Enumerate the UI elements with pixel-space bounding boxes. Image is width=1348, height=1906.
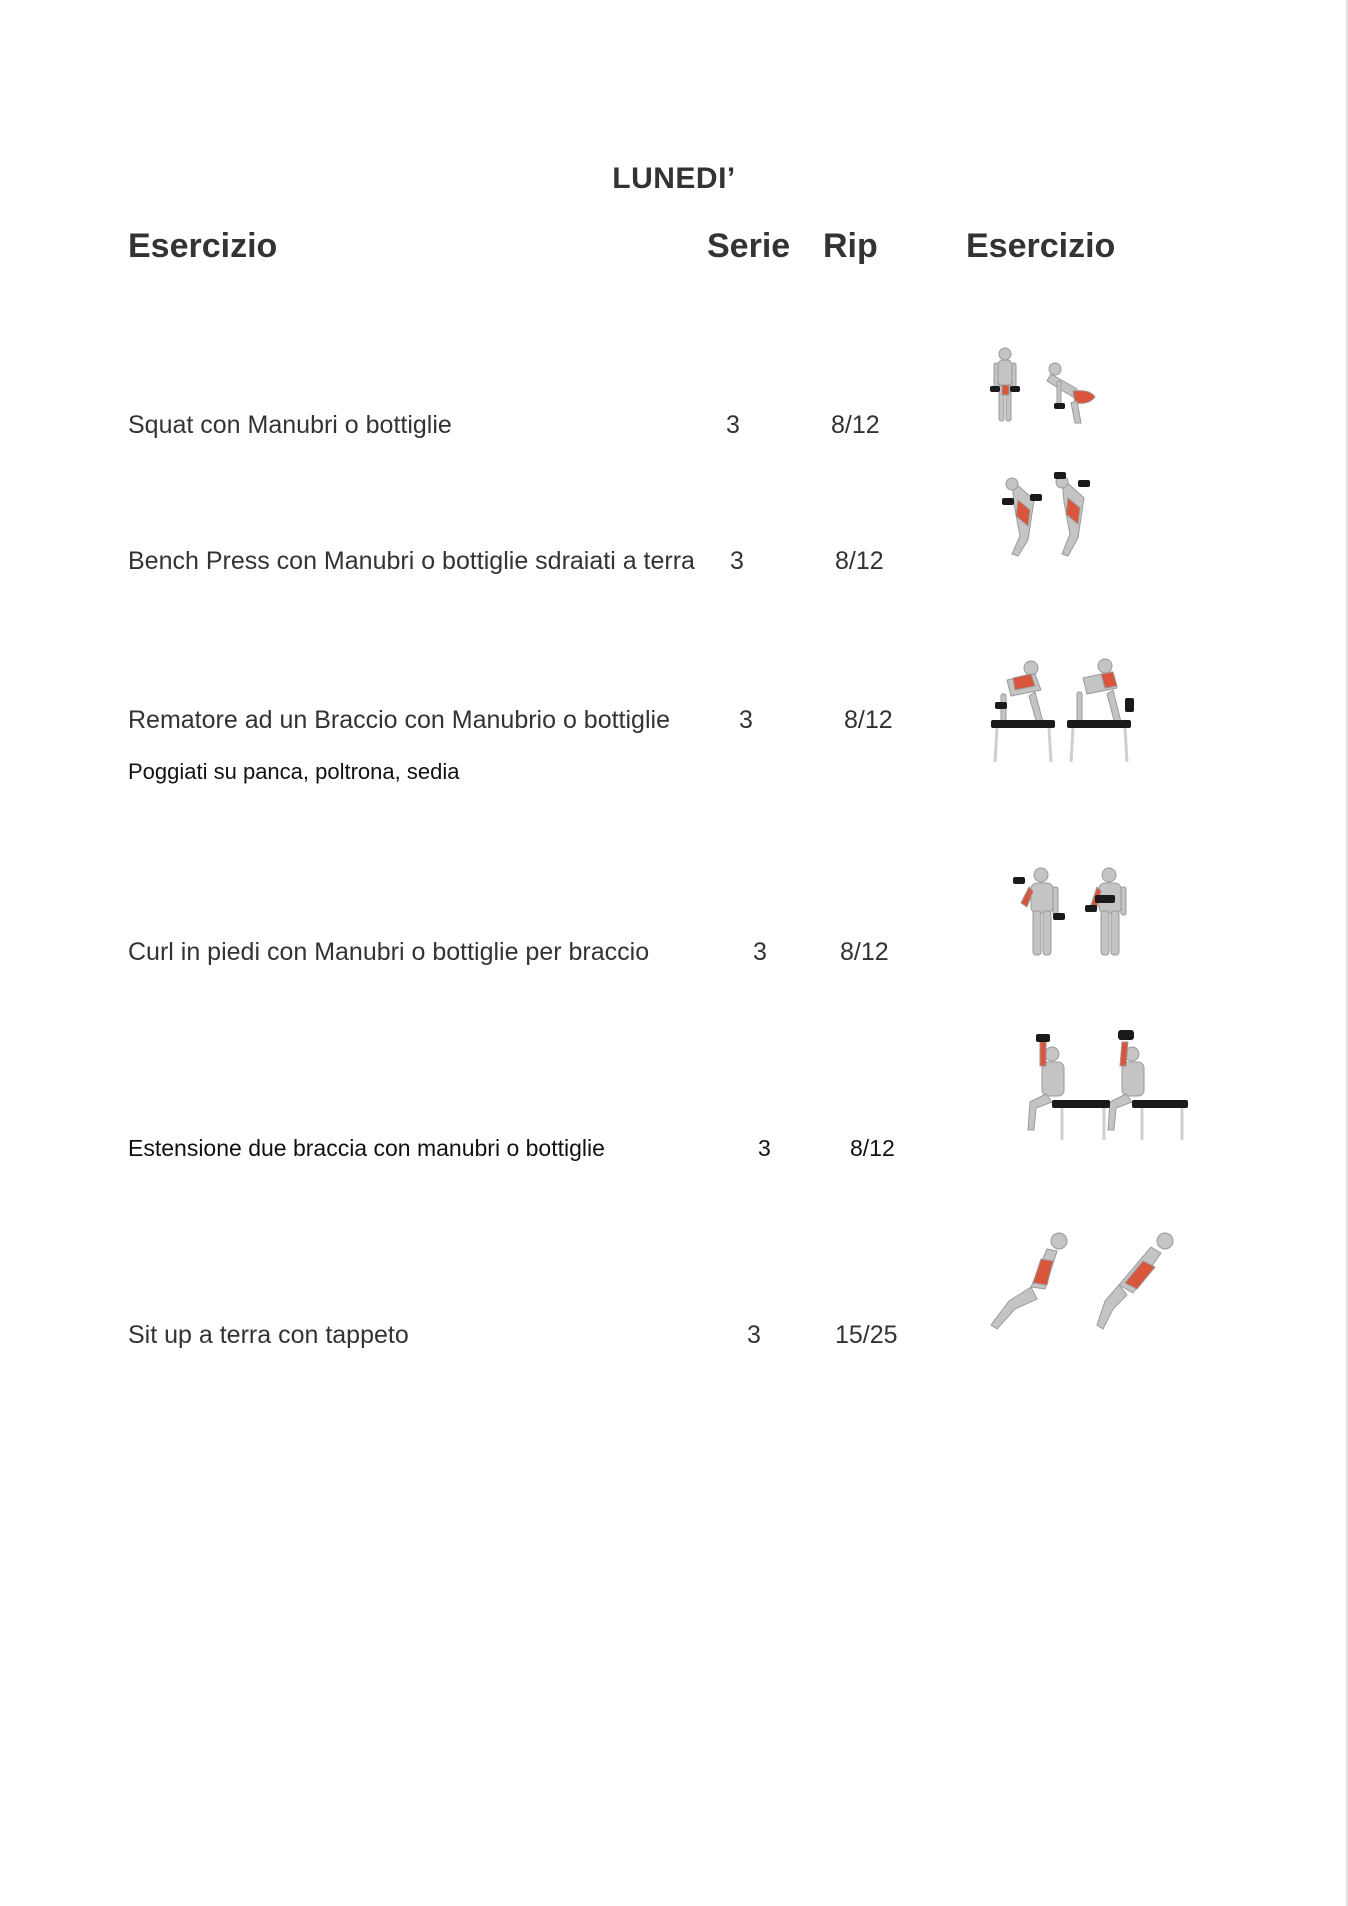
exercise-name-one-arm-row: Rematore ad un Braccio con Manubrio o bottiglie <box>128 706 670 734</box>
header-sets: Serie <box>707 227 791 265</box>
squat-illustration <box>985 345 1105 431</box>
triceps-extension-illustration <box>1022 1030 1192 1150</box>
reps-squat: 8/12 <box>831 411 880 439</box>
header-reps: Rip <box>823 227 878 265</box>
exercise-note-one-arm-row: Poggiati su panca, poltrona, sedia <box>128 759 460 784</box>
exercise-name-standing-curl: Curl in piedi con Manubri o bottiglie per braccio <box>128 938 650 966</box>
sets-sit-up: 3 <box>747 1321 761 1349</box>
reps-bench-press: 8/12 <box>835 547 884 575</box>
exercise-name-triceps-extension: Estensione due braccia con manubri o bottiglie <box>128 1135 605 1161</box>
sets-triceps-extension: 3 <box>758 1135 771 1161</box>
bench-press-illustration <box>1000 470 1105 562</box>
header-exercise: Esercizio <box>128 227 278 265</box>
reps-standing-curl: 8/12 <box>840 938 889 966</box>
exercise-name-squat: Squat con Manubri o bottiglie <box>128 411 452 439</box>
header-image: Esercizio <box>966 227 1116 265</box>
reps-one-arm-row: 8/12 <box>844 706 893 734</box>
sets-standing-curl: 3 <box>753 938 767 966</box>
exercise-name-bench-press: Bench Press con Manubri o bottiglie sdraiati a terra <box>128 547 695 575</box>
sets-squat: 3 <box>726 411 740 439</box>
reps-sit-up: 15/25 <box>835 1321 898 1349</box>
standing-curl-illustration <box>1005 865 1145 961</box>
one-arm-row-illustration <box>985 650 1145 768</box>
sets-bench-press: 3 <box>730 547 744 575</box>
page-title: LUNEDI’ <box>612 162 736 195</box>
sit-up-illustration <box>985 1225 1190 1335</box>
reps-triceps-extension: 8/12 <box>850 1135 895 1161</box>
exercise-name-sit-up: Sit up a terra con tappeto <box>128 1321 409 1349</box>
sets-one-arm-row: 3 <box>739 706 753 734</box>
